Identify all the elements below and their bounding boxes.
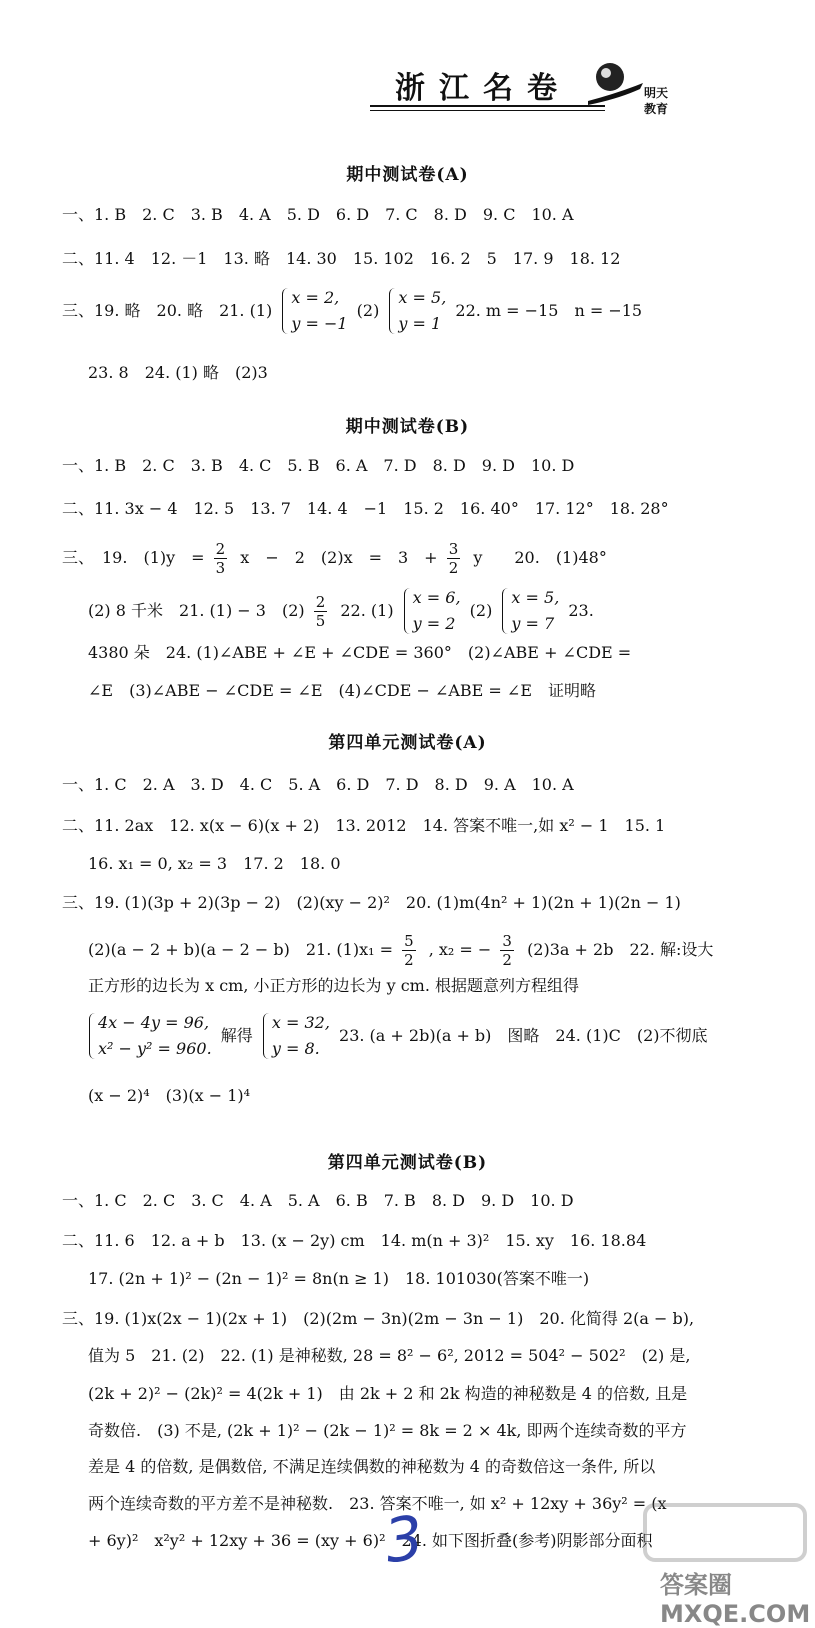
equation: x = 5,	[398, 288, 447, 307]
answer-line: 一、1. B 2. C 3. B 4. A 5. D 6. D 7. C 8. D 9. C 10. A	[62, 205, 574, 224]
section-title-unit4-a: 第四单元测试卷(A)	[328, 733, 487, 753]
equation-system	[281, 285, 347, 337]
answer-line: 奇数倍. (3) 不是, (2k + 1)² − (2k − 1)² = 8k = 2 × 4k, 即两个连续奇数的平方	[88, 1421, 687, 1440]
answer-text: (2)	[356, 300, 380, 320]
equation: y = 1	[398, 314, 442, 333]
logo-text: 明天教育	[644, 86, 669, 116]
equation: x = 6,	[412, 588, 461, 607]
answer-line: 三、19. (1)(3p + 2)(3p − 2) (2)(xy − 2)² 20. (1)m(4n² + 1)(2n + 1)(2n − 1)	[62, 893, 681, 912]
answer-text: 23. (a + 2b)(a + b) 图略 24. (1)C (2)不彻底	[339, 1025, 708, 1045]
fraction: $\frac{2}{5}$	[315, 592, 326, 630]
equation: 4x − 4y = 96,	[98, 1013, 210, 1032]
fraction: $\frac{2}{3}$	[215, 540, 226, 577]
answer-line: 4380 朵 24. (1)∠ABE + ∠E + ∠CDE = 360° (2)∠ABE + ∠CDE =	[88, 643, 632, 662]
answer-text: (2)(a − 2 + b)(a − 2 − b) 21. (1)x₁ =	[88, 940, 393, 959]
answer-line: 二、11. 6 12. a + b 13. (x − 2y) cm 14. m(n + 3)² 15. xy 16. 18.84	[62, 1231, 647, 1250]
answer-line: 16. x₁ = 0, x₂ = 3 17. 2 18. 0	[88, 854, 341, 873]
answer-line	[88, 932, 717, 969]
answer-line: 值为 5 21. (2) 22. (1) 是神秘数, 28 = 8² − 6², 2012 = 504² − 502² (2) 是,	[88, 1346, 691, 1365]
answer-text: (2)	[469, 600, 493, 620]
equation: y = 7	[511, 614, 555, 633]
header-rule	[370, 105, 605, 107]
answer-line: 二、11. 2ax 12. x(x − 6)(x + 2) 13. 2012 14. 答案不唯一,如 x² − 1 15. 1	[62, 816, 666, 835]
answer-line: 17. (2n + 1)² − (2n − 1)² = 8n(n ≥ 1) 18. 101030(答案不唯一)	[88, 1269, 590, 1288]
answer-text: 解得	[220, 1025, 253, 1045]
answer-line: 一、1. C 2. C 3. C 4. A 5. A 6. B 7. B 8. D 9. D 10. D	[62, 1191, 574, 1210]
answer-text: x − 2 (2)x = 3 +	[240, 548, 438, 567]
section-title-midterm-b: 期中测试卷(B)	[345, 417, 470, 437]
equation: x² − y² = 960.	[98, 1039, 212, 1058]
fraction: $\frac{3}{2}$	[502, 932, 512, 969]
answer-line	[62, 285, 646, 337]
answer-text: , x₂ = −	[428, 940, 492, 959]
brand-title: 浙江名卷	[395, 71, 571, 106]
equation: y = −1	[291, 314, 348, 333]
watermark-text: 答案圈 MXQE.COM	[660, 1571, 811, 1628]
answer-line: (2k + 2)² − (2k)² = 4(2k + 1) 由 2k + 2 和 2k 构造的神秘数是 4 的倍数, 且是	[88, 1384, 688, 1403]
header-rule-thin	[370, 110, 605, 111]
equation: y = 2	[412, 614, 456, 633]
answer-line: 两个连续奇数的平方差不是神秘数. 23. 答案不唯一, 如 x² + 12xy + 36y² = (x	[88, 1494, 667, 1513]
equation: x = 5,	[511, 588, 560, 607]
section-title-unit4-b: 第四单元测试卷(B)	[327, 1153, 488, 1173]
equation-system	[403, 585, 461, 637]
answer-line: 二、11. 3x − 4 12. 5 13. 7 14. 4 −1 15. 2 16. 40° 17. 12° 18. 28°	[62, 499, 669, 518]
answer-text: (2) 8 千米 21. (1) − 3 (2)	[88, 600, 305, 620]
answer-text: y 20. (1)48°	[473, 548, 607, 567]
equation: x = 2,	[291, 288, 340, 307]
answer-text: 三、19. 略 20. 略 21. (1)	[62, 300, 273, 320]
answer-line: 正方形的边长为 x cm, 小正方形的边长为 y cm. 根据题意列方程组得	[88, 976, 580, 995]
answer-line	[88, 585, 598, 637]
fraction: $\frac{3}{2}$	[448, 540, 459, 577]
section-title-midterm-a: 期中测试卷(A)	[346, 165, 469, 185]
equation-system	[88, 1010, 212, 1062]
answer-text: 22. (1)	[340, 600, 394, 620]
answer-line: ∠E (3)∠ABE − ∠CDE = ∠E (4)∠CDE − ∠ABE = ∠E 证明略	[88, 681, 597, 700]
answer-line: 差是 4 的倍数, 是偶数倍, 不满足连续偶数的神秘数为 4 的奇数倍这一条件, 所以	[88, 1457, 656, 1476]
equation: y = 8.	[271, 1039, 320, 1058]
answer-text: 三、 19. (1)y =	[62, 548, 205, 567]
answer-line: (x − 2)⁴ (3)(x − 1)⁴	[88, 1086, 251, 1105]
answer-text: 22. m = −15 n = −15	[455, 300, 643, 320]
page-header	[360, 55, 780, 135]
answer-line	[62, 540, 611, 577]
answer-text: 23.	[568, 600, 594, 620]
answer-line: 一、1. B 2. C 3. B 4. C 5. B 6. A 7. D 8. D 9. D 10. D	[62, 456, 575, 475]
fraction: $\frac{5}{2}$	[404, 932, 414, 969]
answer-line: 23. 8 24. (1) 略 (2)3	[88, 363, 268, 382]
answer-line	[88, 1010, 712, 1062]
answer-line: 三、19. (1)x(2x − 1)(2x + 1) (2)(2m − 3n)(2m − 3n − 1) 20. 化简得 2(a − b),	[62, 1309, 695, 1328]
answer-line: 一、1. C 2. A 3. D 4. C 5. A 6. D 7. D 8. D 9. A 10. A	[62, 775, 574, 794]
answer-line: + 6y)² x²y² + 12xy + 36 = (xy + 6)² 24. 如下图折叠(参考)阴影部分面积	[88, 1531, 653, 1550]
equation-system	[388, 285, 446, 337]
equation: x = 32,	[271, 1013, 330, 1032]
equation-system	[501, 585, 559, 637]
answer-text: (2)3a + 2b 22. 解:设大	[527, 940, 714, 959]
answer-line: 二、11. 4 12. －1 13. 略 14. 30 15. 102 16. 2 5 17. 9 18. 12	[62, 249, 621, 268]
equation-system	[262, 1010, 330, 1062]
handwritten-page-number: 3	[380, 1502, 428, 1578]
